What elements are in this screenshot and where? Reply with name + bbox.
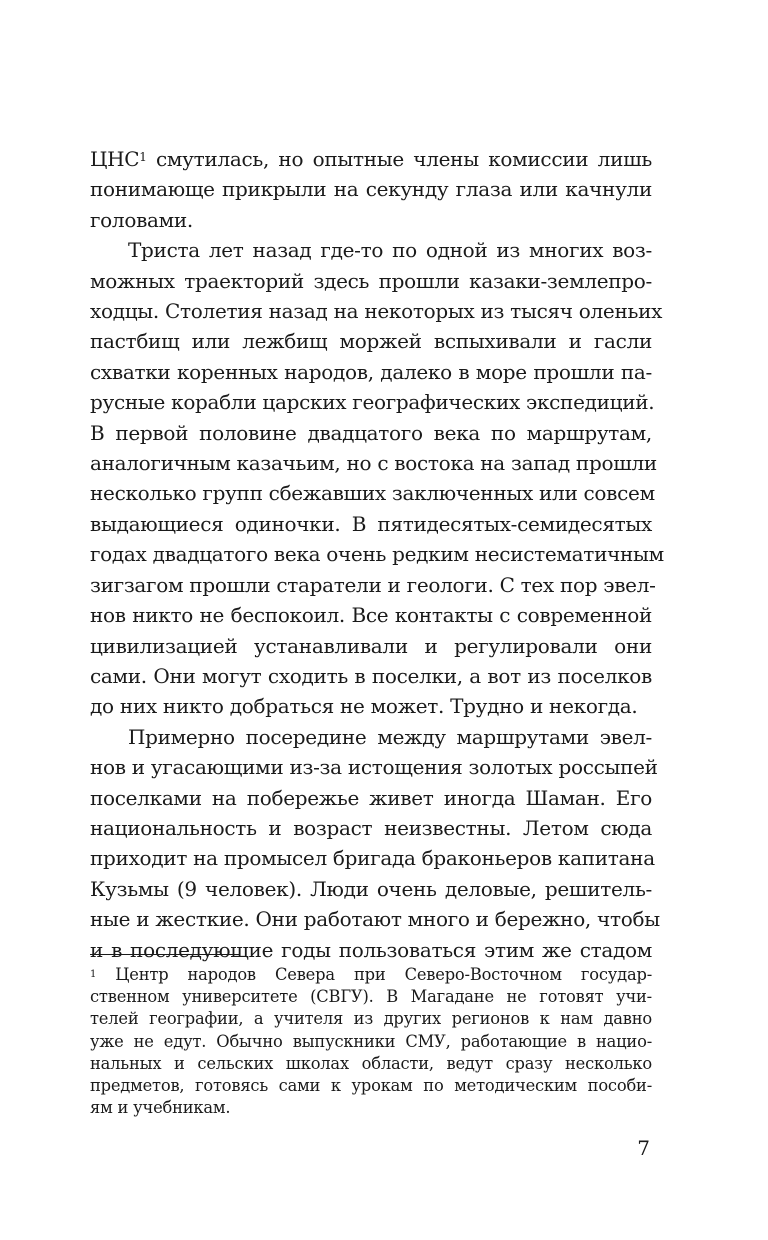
text-line: до них никто добраться не может. Трудно и некогда. <box>90 694 638 719</box>
footnote-line: телей географии, а учителя из других регионов к нам давно <box>90 1009 652 1029</box>
text-line: и в последующие годы пользоваться этим же стадом <box>90 937 652 962</box>
text-line: сами. Они могут сходить в поселки, а вот из поселков <box>90 663 652 688</box>
page-number: 7 <box>637 1136 650 1160</box>
text-line: ходцы. Столетия назад на некоторых из тысяч оленьих <box>90 299 663 324</box>
text-line: цивилизацией устанавливали и регулировали они <box>90 633 652 658</box>
text-line: национальность и возраст неизвестны. Летом сюда <box>90 815 652 840</box>
text-line: приходит на промысел бригада браконьеров капитана <box>90 846 655 871</box>
text-line: нов никто не беспокоил. Все контакты с современной <box>90 603 652 628</box>
footnote-line: предметов, готовясь сами к урокам по методическим пособи- <box>90 1076 652 1096</box>
main-text <box>90 144 664 965</box>
text-line: головами. <box>90 207 193 232</box>
text-line: зигзагом прошли старатели и геологи. С тех пор эвел- <box>90 572 656 597</box>
text-line: можных траекторий здесь прошли казаки-землепро- <box>90 268 652 293</box>
footnote-line: ям и учебникам. <box>90 1098 231 1118</box>
text-line: несколько групп сбежавших заключенных или совсем <box>90 481 655 506</box>
text-line: годах двадцатого века очень редким несистематичным <box>90 542 664 567</box>
text-line: выдающиеся одиночки. В пятидесятых-семидесятых <box>90 511 652 536</box>
footnote-ref[interactable]: 1 <box>139 150 147 164</box>
text-line: пастбищ или лежбищ моржей вспыхивали и гасли <box>90 329 652 354</box>
text-line: Триста лет назад где-то по одной из многих воз- <box>128 238 652 263</box>
text-line: русные корабли царских географических экспедиций. <box>90 390 655 415</box>
footnote <box>90 964 652 1119</box>
text-line: ЦНС$^1$ смутилась, но опытные члены комиссии лишь <box>90 147 652 171</box>
footnote-divider <box>90 954 240 955</box>
footnote-line: нальных и сельских школах области, ведут сразу несколько <box>90 1053 652 1073</box>
footnote-line: ственном университете (СВГУ). В Магадане не готовят учи- <box>90 987 652 1007</box>
text-line: нов и угасающими из-за истощения золотых россыпей <box>90 755 658 780</box>
footnote-line: $^1$ Центр народов Севера при Северо-Восточном государ- <box>90 965 652 984</box>
text-line: поселками на побережье живет иногда Шаман. Его <box>90 785 652 810</box>
text-line: Примерно посередине между маршрутами эвел- <box>128 724 652 749</box>
text-line: понимающе прикрыли на секунду глаза или качнули <box>90 177 652 202</box>
text-line: аналогичным казачьим, но с востока на запад прошли <box>90 451 657 476</box>
text-line: Кузьмы (9 человек). Люди очень деловые, решитель- <box>90 876 652 901</box>
text-line: ные и жесткие. Они работают много и бережно, чтобы <box>90 907 660 932</box>
text-line: схватки коренных народов, далеко в море прошли па- <box>90 359 652 384</box>
footnote-marker: 1 <box>90 969 97 980</box>
text-line: В первой половине двадцатого века по маршрутам, <box>90 420 652 445</box>
book-page <box>90 0 664 1240</box>
footnote-line: уже не едут. Обычно выпускники СМУ, работающие в нацио- <box>90 1031 652 1051</box>
